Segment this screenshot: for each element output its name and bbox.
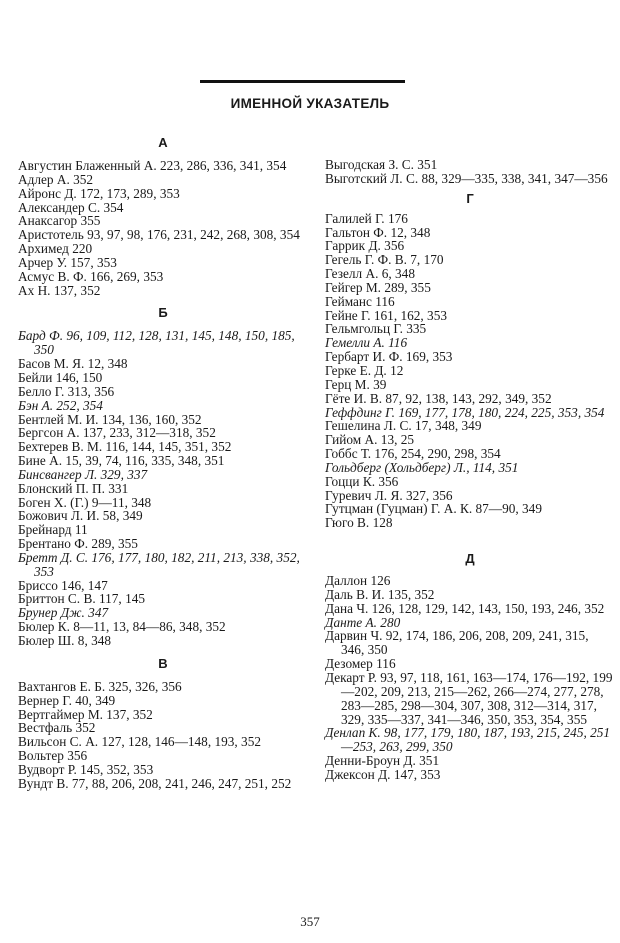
index-entry: Вудворт Р. 145, 352, 353 <box>18 761 154 777</box>
index-entry: Гейманс 116 <box>325 293 395 309</box>
page-number: 357 <box>300 914 320 929</box>
index-entry: Асмус В. Ф. 166, 269, 353 <box>18 268 164 284</box>
index-entry: Гербарт И. Ф. 169, 353 <box>325 349 453 365</box>
index-entry: Боген Х. (Г.) 9—11, 348 <box>18 494 152 510</box>
index-entry: Гийом А. 13, 25 <box>325 432 415 448</box>
index-entry: Гутцман (Гуцман) Г. А. К. 87—90, 349 <box>325 501 542 517</box>
index-entry: Блонский П. П. 331 <box>18 480 129 496</box>
index-entry: Августин Блаженный А. 223, 286, 336, 341, 354 <box>18 158 287 173</box>
index-entry: Бинсвангер Л. 329, 337 <box>18 466 148 482</box>
index-entry: Даллон 126 <box>325 573 391 589</box>
index-entry: Дезомер 116 <box>325 656 396 672</box>
index-entry: Анаксагор 355 <box>18 213 101 229</box>
index-entry: Бард Ф. 96, 109, 112, 128, 131, 145, 148, 150, 185, 350 <box>18 328 295 358</box>
index-entry: Брунер Дж. 347 <box>18 605 109 621</box>
index-entry: Бэн А. 252, 354 <box>18 397 103 413</box>
index-entry: Гезелл А. 6, 348 <box>325 266 415 282</box>
index-entry: Гальтон Ф. 12, 348 <box>325 224 431 240</box>
index-entry: Бергсон А. 137, 233, 312—318, 352 <box>18 425 216 441</box>
index-entry: Вестфаль 352 <box>18 720 96 736</box>
section-letter-d: Д <box>465 551 475 567</box>
left-column <box>18 136 308 791</box>
index-entry: Денлап К. 98, 177, 179, 180, 187, 193, 215, 245, 251—253, 263, 299, 350 <box>325 725 611 755</box>
index-entry: Денни-Броун Д. 351 <box>325 753 440 769</box>
index-entry: Бриттон С. В. 117, 145 <box>18 591 146 607</box>
section-letter-g: Г <box>466 190 474 206</box>
index-entry: Гуревич Л. Я. 327, 356 <box>325 487 453 503</box>
section-letter-b: Б <box>158 305 168 321</box>
index-entry: Гемелли А. 116 <box>325 335 408 351</box>
index-entry: Выгодская З. С. 351 <box>325 157 438 172</box>
section-g-entries <box>325 212 615 530</box>
index-entry: Аристотель 93, 97, 98, 176, 231, 242, 268, 308, 354 <box>18 227 300 243</box>
section-letter-a: А <box>158 135 168 150</box>
index-entry: Бентлей М. И. 134, 136, 160, 352 <box>18 411 202 427</box>
index-entry: Арчер У. 157, 353 <box>18 254 117 270</box>
index-entry: Бриссо 146, 147 <box>18 577 108 593</box>
index-entry: Архимед 220 <box>18 241 93 257</box>
index-entry: Гольдберг (Хольдберг) Л., 114, 351 <box>325 459 519 475</box>
index-entry: Бретт Д. С. 176, 177, 180, 182, 211, 213, 338, 352, 353 <box>18 549 300 579</box>
title-rule <box>200 80 405 83</box>
index-entry: Бюлер К. 8—11, 13, 84—86, 348, 352 <box>18 619 226 635</box>
index-entry: Гюго В. 128 <box>325 515 393 531</box>
section-letter-v: В <box>158 655 168 671</box>
index-entry: Вундт В. 77, 88, 206, 208, 241, 246, 247, 251, 252 <box>18 775 292 791</box>
index-entry: Вильсон С. А. 127, 128, 146—148, 193, 352 <box>18 734 262 750</box>
index-entry: Брентано Ф. 289, 355 <box>18 536 138 552</box>
page-title: ИМЕННОЙ УКАЗАТЕЛЬ <box>230 96 390 111</box>
index-entry: Гешелина Л. С. 17, 348, 349 <box>325 418 482 434</box>
index-entry: Герке Е. Д. 12 <box>325 362 404 378</box>
index-entry: Вертгаймер М. 137, 352 <box>18 706 153 722</box>
index-entry: Божович Л. И. 58, 349 <box>18 508 143 524</box>
index-entry: Бюлер Ш. 8, 348 <box>18 633 112 648</box>
index-entry: Выготский Л. С. 88, 329—335, 338, 341, 347—356 <box>325 170 608 186</box>
index-entry: Гаррик Д. 356 <box>325 238 405 254</box>
section-b-entries <box>18 329 308 647</box>
index-entry: Ах Н. 137, 352 <box>18 282 101 298</box>
index-entry: Гёте И. В. 87, 92, 138, 143, 292, 349, 352 <box>325 390 552 406</box>
index-entry: Дарвин Ч. 92, 174, 186, 206, 208, 209, 241, 315, 346, 350 <box>325 628 589 658</box>
index-entry: Александер С. 354 <box>18 199 124 215</box>
section-v-entries <box>18 680 308 791</box>
index-entry: Вернер Г. 40, 349 <box>18 692 116 708</box>
index-entry: Гельмгольц Г. 335 <box>325 321 427 337</box>
index-entry: Декарт Р. 93, 97, 118, 161, 163—174, 176—192, 199—202, 209, 213, 215—262, 266—274, 277, 278, 283—285, 298—304, 307, 308, 312—314, 317, 329, 335—337, 341—346, 350, 353, 354, 355 <box>325 670 613 727</box>
right-column <box>325 158 615 782</box>
index-entry: Даль В. И. 135, 352 <box>325 586 435 602</box>
index-entry: Беллo Г. 313, 356 <box>18 383 115 399</box>
section-a-entries <box>18 159 308 297</box>
index-entry: Геффдинг Г. 169, 177, 178, 180, 224, 225, 353, 354 <box>325 404 605 420</box>
index-entry: Вольтер 356 <box>18 748 88 764</box>
index-entry: Герц М. 39 <box>325 376 387 392</box>
index-entry: Гейне Г. 161, 162, 353 <box>325 307 448 323</box>
index-entry: Вахтангов Е. Б. 325, 326, 356 <box>18 678 182 694</box>
section-v-continued-entries <box>325 158 615 186</box>
index-entry: Басов М. Я. 12, 348 <box>18 356 128 372</box>
index-entry: Брейнард 11 <box>18 522 88 538</box>
index-entry: Гейгер М. 289, 355 <box>325 279 431 295</box>
index-entry: Гоббс Т. 176, 254, 290, 298, 354 <box>325 446 501 462</box>
index-entry: Джексон Д. 147, 353 <box>325 766 441 782</box>
index-entry: Дана Ч. 126, 128, 129, 142, 143, 150, 193, 246, 352 <box>325 600 605 616</box>
index-entry: Данте А. 280 <box>325 614 401 630</box>
index-entry: Айронс Д. 172, 173, 289, 353 <box>18 185 180 201</box>
index-entry: Бейли 146, 150 <box>18 369 103 385</box>
index-entry: Бине А. 15, 39, 74, 116, 335, 348, 351 <box>18 453 225 469</box>
index-entry: Адлер А. 352 <box>18 171 94 187</box>
section-d-entries <box>325 574 615 782</box>
index-entry: Бехтерев В. М. 116, 144, 145, 351, 352 <box>18 439 232 455</box>
index-entry: Гоцци К. 356 <box>325 473 399 489</box>
index-entry: Галилей Г. 176 <box>325 210 408 226</box>
index-entry: Гегель Г. Ф. В. 7, 170 <box>325 252 444 268</box>
